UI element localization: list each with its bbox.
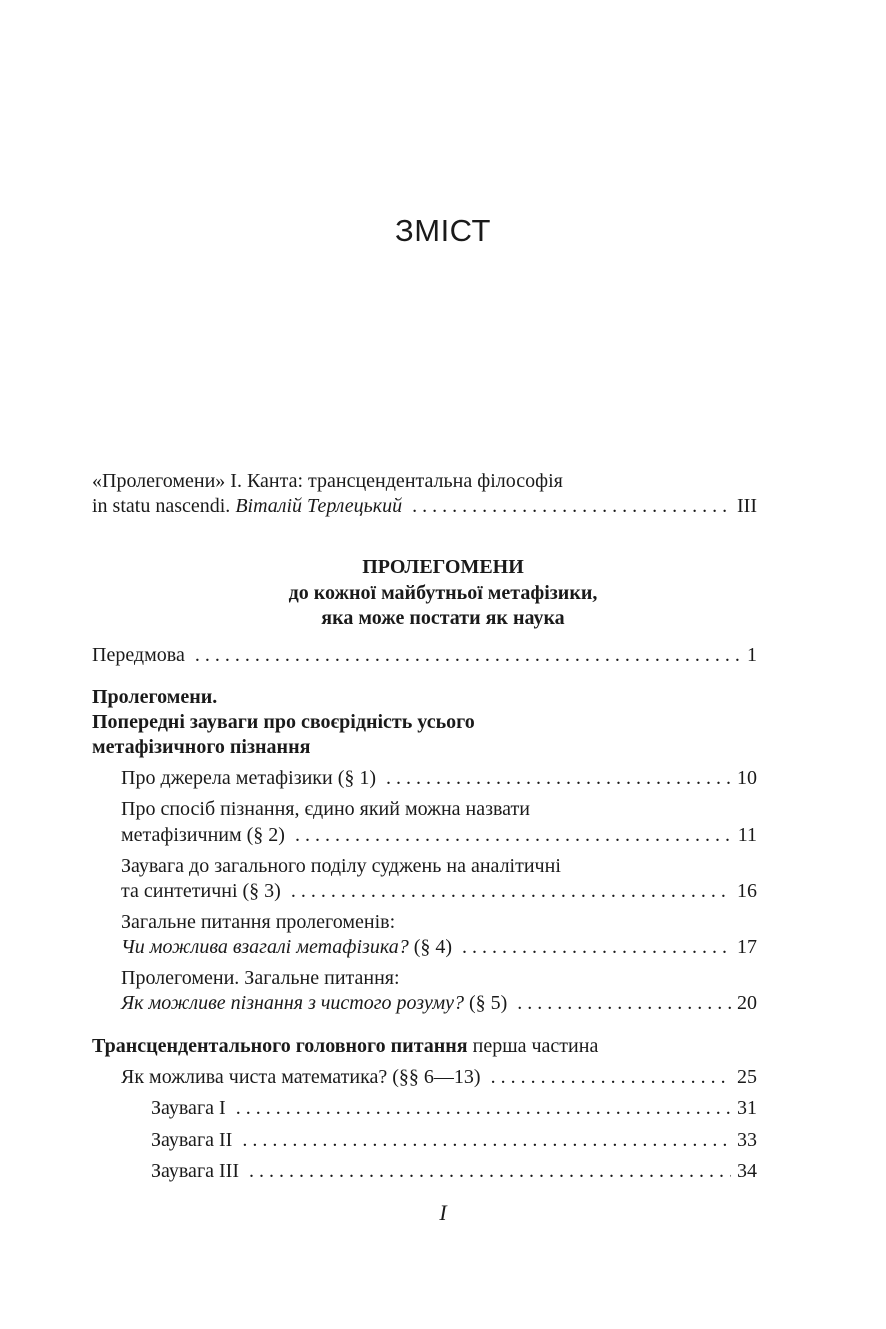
page-number: 10 xyxy=(737,767,757,789)
entry-label-italic: Чи можлива взагалі метафізика? xyxy=(121,936,409,958)
book-subtitle-line2: яка може постати як наука xyxy=(321,607,565,629)
page-number: 20 xyxy=(737,992,757,1014)
section-heading-line2: Попередні зауваги про своєрідність усього xyxy=(92,711,475,733)
toc-entry-method-line1: Про спосіб пізнання, єдино який можна назвати xyxy=(121,798,530,820)
entry-label: Як можлива чиста математика? (§§ 6—13) xyxy=(121,1066,481,1088)
toc-entry-sources[interactable] xyxy=(121,765,757,791)
leader-dots xyxy=(462,934,731,960)
intro-entry-line1: «Пролегомени» І. Канта: трансцендентальна філософія xyxy=(92,470,563,492)
intro-entry-line2[interactable] xyxy=(92,493,757,519)
page-number: 25 xyxy=(737,1066,757,1088)
leader-dots xyxy=(517,990,731,1016)
part1-heading-plain: перша частина xyxy=(467,1035,599,1057)
page-number: 11 xyxy=(737,824,757,846)
leader-dots xyxy=(412,493,731,519)
entry-label: Заувага II xyxy=(151,1129,233,1151)
intro-entry-plain: in statu nascendi. xyxy=(92,495,236,517)
toc-entry-mathematics[interactable] xyxy=(121,1064,757,1090)
toc-entry-pure-reason-line1: Пролегомени. Загальне питання: xyxy=(121,967,400,989)
part1-heading-bold: Трансцендентального головного питання xyxy=(92,1035,468,1057)
book-title: ПРОЛЕГОМЕНИ xyxy=(362,556,524,578)
entry-label-italic: Як можливе пізнання з чистого розуму? xyxy=(121,992,464,1014)
page-number: 16 xyxy=(737,880,757,902)
section-heading-line3: метафізичного пізнання xyxy=(92,736,311,758)
page-number: 31 xyxy=(737,1097,757,1119)
entry-label xyxy=(121,990,507,1016)
leader-dots xyxy=(195,642,741,668)
toc-entry-general-question[interactable] xyxy=(121,934,757,960)
entry-label: та синтетичні (§ 3) xyxy=(121,880,281,902)
page-folio: I xyxy=(439,1200,447,1225)
entry-label: Передмова xyxy=(92,644,185,666)
page-number: 1 xyxy=(747,644,757,666)
page-title: ЗМІСТ xyxy=(395,213,491,248)
entry-label-plain: (§ 4) xyxy=(408,936,453,958)
intro-entry-author: Віталій Терлецький xyxy=(235,495,403,517)
page-number: 33 xyxy=(737,1129,757,1151)
page-number: 17 xyxy=(737,936,757,958)
part1-heading xyxy=(92,1033,757,1059)
toc-entry-remark-3[interactable] xyxy=(151,1158,757,1184)
leader-dots xyxy=(236,1095,731,1121)
toc-entry-method[interactable] xyxy=(121,822,757,848)
entry-label: Заувага I xyxy=(151,1097,226,1119)
leader-dots xyxy=(295,822,732,848)
entry-label-plain: (§ 5) xyxy=(463,992,508,1014)
leader-dots xyxy=(491,1064,731,1090)
book-subtitle-line1: до кожної майбутньої метафізики, xyxy=(288,582,598,604)
leader-dots xyxy=(386,765,731,791)
entry-label: Заувага III xyxy=(151,1160,239,1182)
toc-entry-remark-2[interactable] xyxy=(151,1127,757,1153)
entry-label: метафізичним (§ 2) xyxy=(121,824,285,846)
page-number: 34 xyxy=(737,1160,757,1182)
toc-entry-general-question-line1: Загальне питання пролегоменів: xyxy=(121,911,396,933)
section-heading-line1: Пролегомени. xyxy=(92,686,218,708)
entry-label: Про джерела метафізики (§ 1) xyxy=(121,767,377,789)
leader-dots xyxy=(242,1127,731,1153)
intro-entry-text xyxy=(92,493,402,519)
toc-entry-remark-1[interactable] xyxy=(151,1095,757,1121)
page-number: III xyxy=(737,495,757,517)
leader-dots xyxy=(291,878,731,904)
toc-entry-preface[interactable] xyxy=(92,642,757,668)
toc-entry-judgments-line1: Заувага до загального поділу суджень на аналітичні xyxy=(121,855,561,877)
leader-dots xyxy=(249,1158,731,1184)
toc-entry-judgments[interactable] xyxy=(121,878,757,904)
entry-label xyxy=(121,934,452,960)
toc-entry-pure-reason[interactable] xyxy=(121,990,757,1016)
